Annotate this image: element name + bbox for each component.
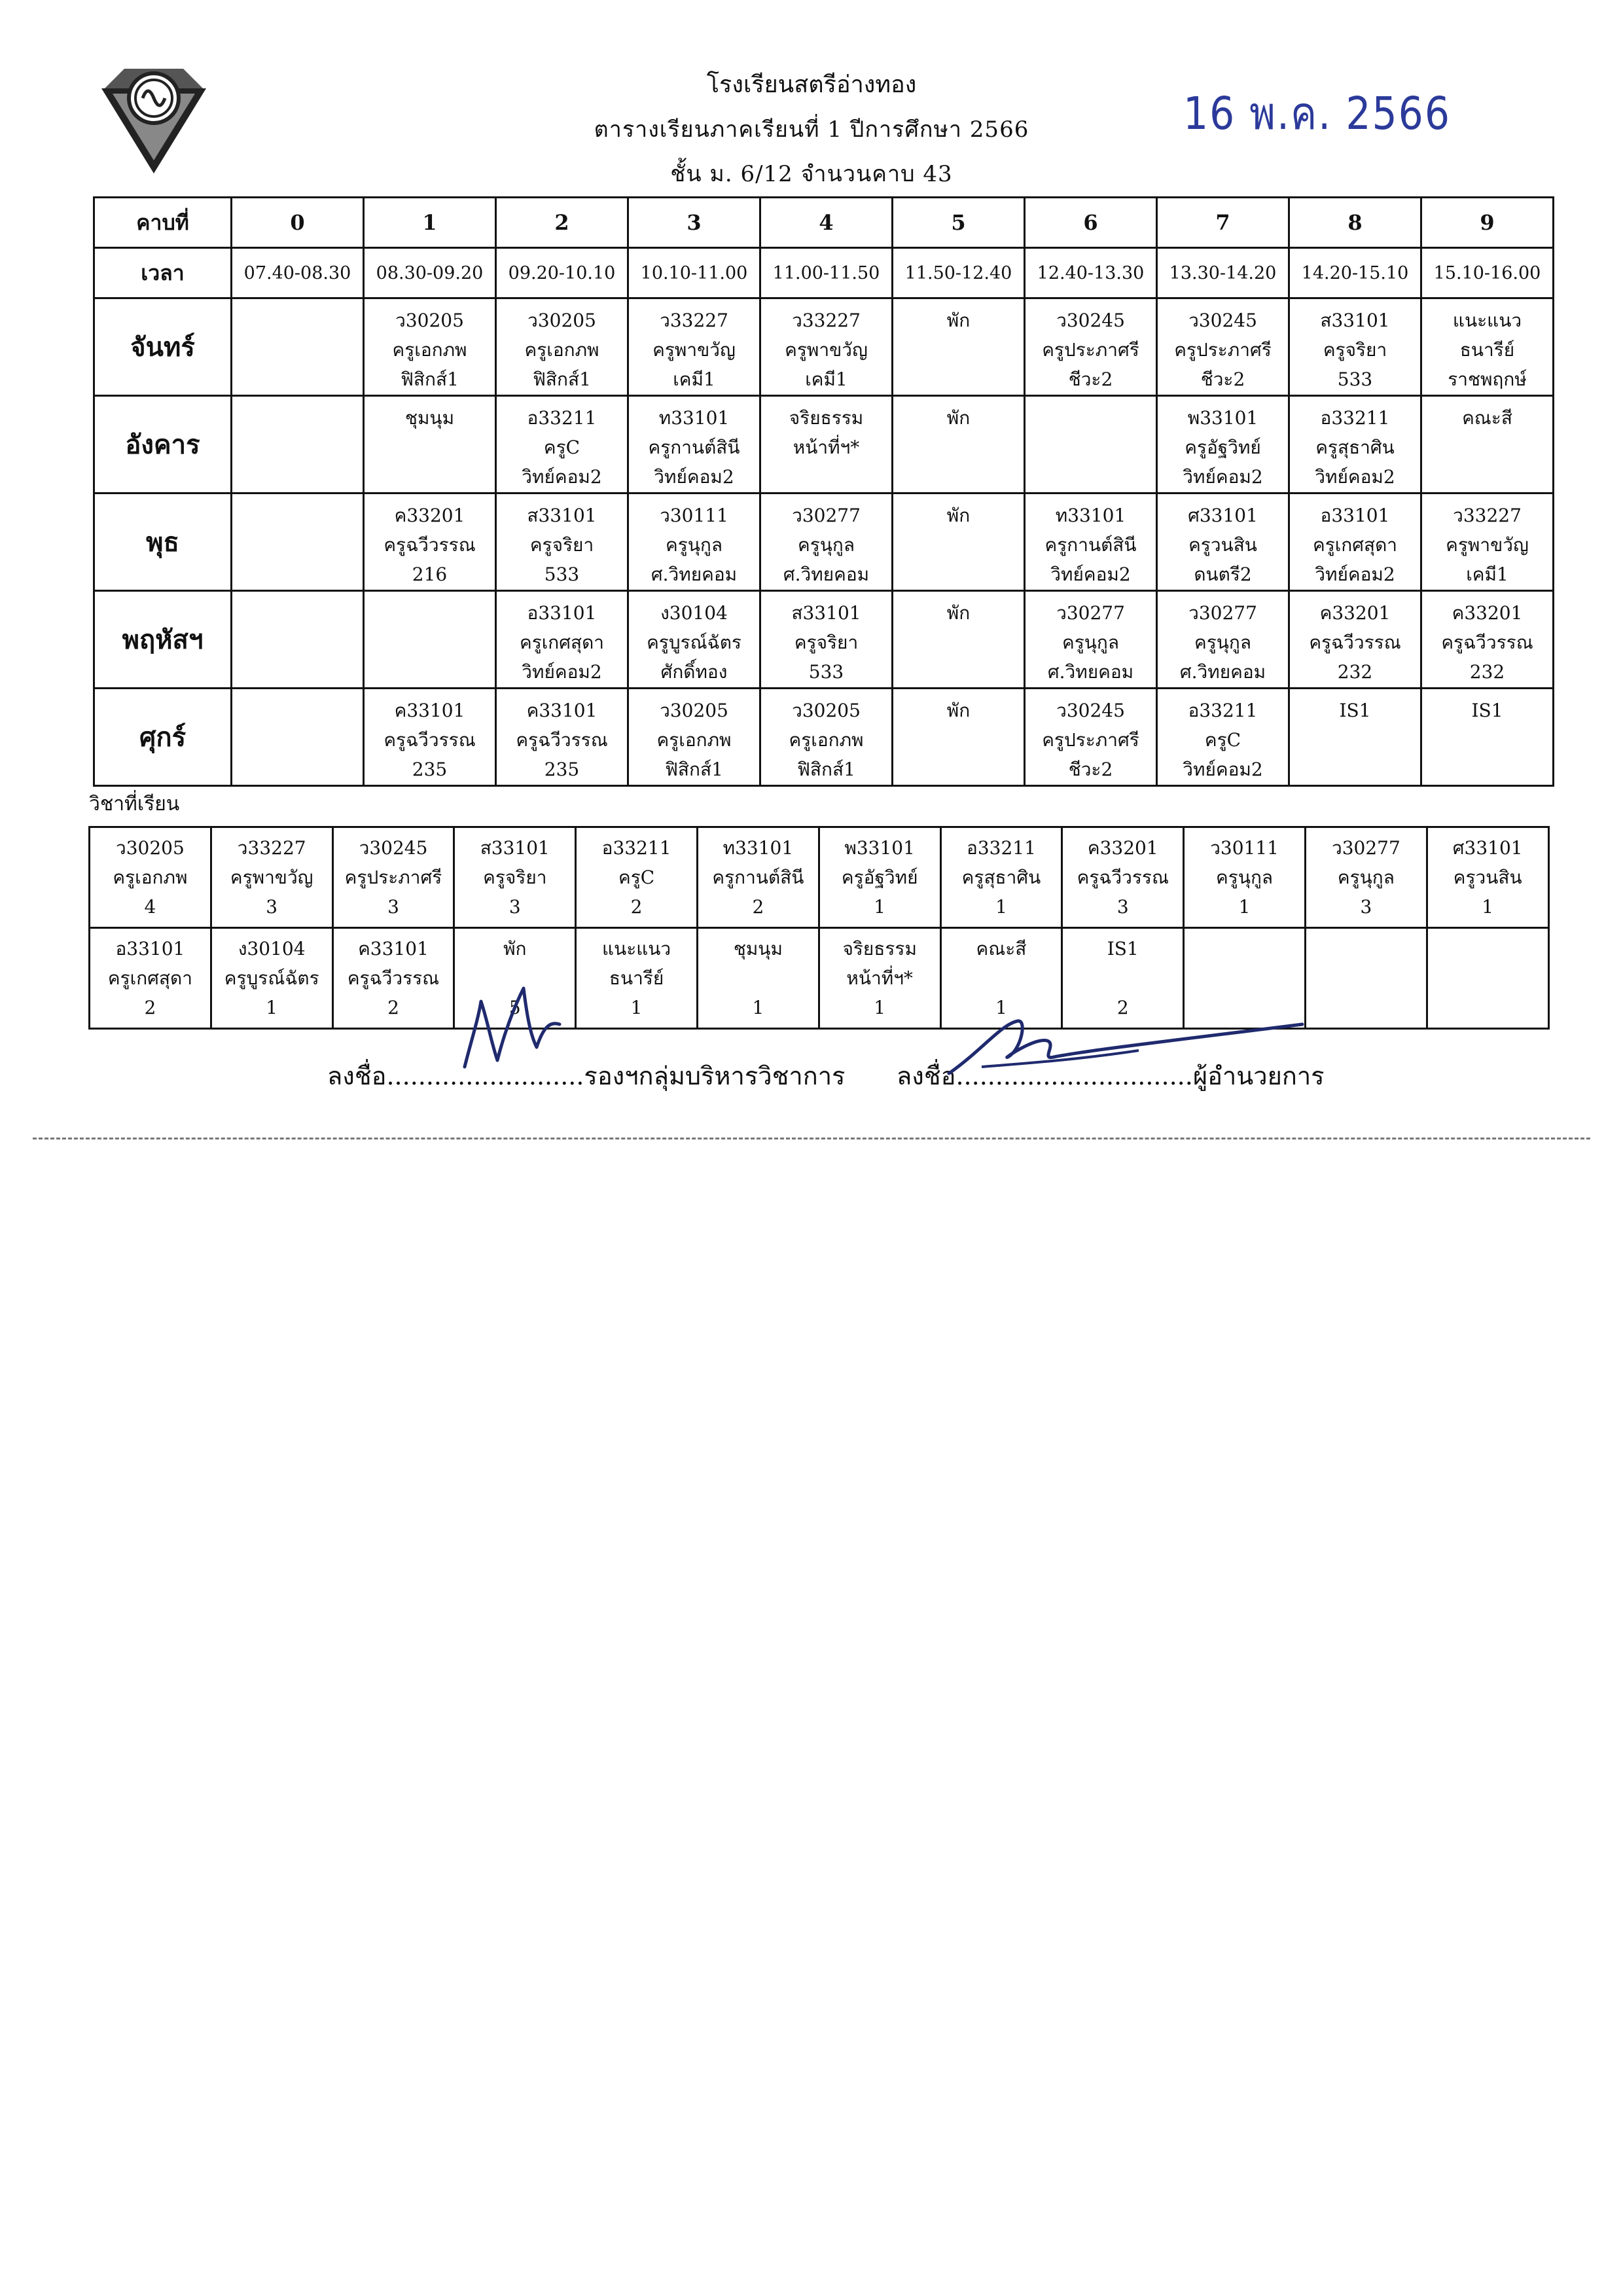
signature-line-director: ลงชื่อ..............................ผู้อำนวยการ [897,1062,1325,1090]
period-time: 15.10-16.00 [1421,248,1554,298]
period-number: 3 [628,198,760,248]
subject-cell [90,827,211,928]
subjects-table [88,826,1550,1030]
schedule-cell [232,493,364,591]
cell-line: 235 [544,759,580,780]
subject-line: 3 [1116,896,1129,918]
cell-line: อ33101 [1320,505,1390,526]
subject-line: ว30277 [1331,837,1400,859]
cell-line: ครูฉวีวรรณ [383,534,476,556]
subject-line: ครูเอกภพ [113,867,188,888]
cell-line: พัก [946,407,971,429]
subject-cell [1427,928,1548,1029]
cell-line: ชีวะ2 [1068,759,1113,780]
cell-line: 216 [412,564,448,585]
subject-line: ครูบูรณ์ฉัตร [224,967,319,989]
cell-line: ครูประภาศรี [1174,339,1272,361]
period-number: 4 [760,198,893,248]
cell-line: ท33101 [1055,505,1126,526]
subject-line: 2 [1116,997,1129,1018]
cell-line: ชีวะ2 [1068,368,1113,390]
subject-line: ค33201 [1087,837,1158,859]
subject-cell [1305,928,1427,1029]
schedule-cell [496,689,628,786]
schedule-cell [496,396,628,493]
class-title: ชั้น ม. 6/12 จำนวนคาบ 43 [670,161,953,187]
cell-line: วิทย์คอม2 [522,661,602,683]
schedule-cell [628,493,760,591]
subject-cell [576,928,698,1029]
cell-line: ว30205 [395,310,464,331]
schedule-cell [893,591,1025,689]
subject-line: 3 [508,896,521,918]
subject-cell [697,928,819,1029]
schedule-cell [1025,493,1157,591]
period-time: 11.00-11.50 [760,248,893,298]
cell-line: จริยธรรม [789,407,864,429]
schedule-cell [1157,591,1289,689]
cell-line: 235 [412,759,448,780]
cell-line: ครูบูรณ์ฉัตร [647,632,741,653]
schedule-cell [496,493,628,591]
day-name: พุธ [94,493,232,591]
day-name: ศุกร์ [94,689,232,786]
subject-line: 1 [995,997,1007,1018]
cell-line: ว30205 [527,310,596,331]
signature-line-academic: ลงชื่อ.........................รองฯกลุ่มบริหารวิชาการ [327,1062,846,1090]
cell-line: ว30245 [1056,700,1125,721]
schedule-cell [893,396,1025,493]
cell-line: ครูกานต์สินี [1044,534,1137,556]
subject-line: ครูสุธาศิน [961,867,1041,888]
cell-line: ค33201 [1319,602,1391,624]
cell-line: ครูฉวีวรรณ [383,729,476,751]
schedule-cell [1289,396,1421,493]
schedule-cell [893,689,1025,786]
subject-line: ครูนุกูล [1337,867,1395,888]
day-name: อังคาร [94,396,232,493]
cut-line-divider [33,1138,1590,1139]
cell-line: วิทย์คอม2 [654,466,734,488]
day-row [94,396,1554,493]
cell-line: อ33211 [527,407,597,429]
subject-line: 3 [387,896,399,918]
subjects-title: วิชาที่เรียน [89,793,180,816]
schedule-cell [760,689,893,786]
subject-line [1063,963,1183,993]
subject-line: ท33101 [722,837,794,859]
subject-cell [332,827,454,928]
cell-line: ครูเกศสุดา [519,632,605,653]
cell-line: IS1 [1471,700,1503,721]
schedule-cell [1289,298,1421,396]
period-number: 2 [496,198,628,248]
handwritten-signature-academic [452,962,569,1073]
period-number: 0 [232,198,364,248]
cell-line: แนะแนว [1452,310,1522,331]
subject-line: อ33211 [967,837,1036,859]
subject-line: 1 [1482,896,1494,918]
day-row [94,591,1554,689]
subject-line: ครูนุกูล [1216,867,1274,888]
cell-line: วิทย์คอม2 [1315,564,1395,585]
cell-line: ว33227 [1453,505,1522,526]
period-time: 08.30-09.20 [364,248,496,298]
cell-line: ค33101 [394,700,465,721]
subject-line: ว30245 [359,837,428,859]
schedule-cell [1157,298,1289,396]
subject-cell [454,827,576,928]
cell-line: ครูเกศสุดา [1312,534,1398,556]
subject-line: 2 [630,896,643,918]
subject-line: ครูประภาศรี [344,867,442,888]
cell-line: ครูเอกภพ [789,729,864,751]
cell-line: ธนารีย์ [1459,339,1515,361]
cell-line: อ33101 [527,602,597,624]
subject-line: 3 [1360,896,1372,918]
period-time: 14.20-15.10 [1289,248,1421,298]
schedule-cell [760,591,893,689]
subject-line: 2 [387,997,399,1018]
cell-line: ศักดิ์ทอง [660,661,728,683]
subject-line: IS1 [1107,938,1139,960]
cell-line: พัก [946,602,971,624]
period-number: 9 [1421,198,1554,248]
schedule-cell [1157,396,1289,493]
cell-line: 533 [808,661,844,683]
schedule-cell [760,298,893,396]
cell-line: ส33101 [1320,310,1390,331]
cell-line: วิทย์คอม2 [1050,564,1131,585]
cell-line: ครูประภาศรี [1042,729,1139,751]
schedule-cell [232,396,364,493]
day-row [94,689,1554,786]
cell-line: คณะสี [1462,407,1512,429]
period-number: 6 [1025,198,1157,248]
cell-line: ครูจริยา [794,632,859,653]
schedule-cell [1421,689,1554,786]
cell-line: อ33211 [1320,407,1390,429]
cell-line: ว30111 [660,505,728,526]
subject-cell [90,928,211,1029]
schedule-cell [1289,493,1421,591]
subject-line: ว30111 [1210,837,1279,859]
day-name: จันทร์ [94,298,232,396]
schedule-cell [1025,396,1157,493]
period-time: 07.40-08.30 [232,248,364,298]
cell-line: เคมี1 [1466,564,1508,585]
schedule-cell [232,689,364,786]
subject-cell [1062,827,1184,928]
cell-line: วิทย์คอม2 [522,466,602,488]
schedule-cell [232,298,364,396]
subject-line: 1 [874,896,886,918]
cell-line: ครูเอกภพ [524,339,599,361]
cell-line: 232 [1337,661,1373,683]
cell-line: ครูฉวีวรรณ [1309,632,1401,653]
schedule-cell [628,689,760,786]
subject-cell [819,827,940,928]
schedule-cell [760,396,893,493]
cell-line: ครูอัฐวิทย์ [1185,437,1261,458]
day-row [94,298,1554,396]
cell-line: ครูนุกูล [1194,632,1252,653]
cell-line: 232 [1469,661,1505,683]
subject-line: แนะแนว [602,938,671,960]
subject-line: ครูเกศสุดา [107,967,192,989]
schedule-cell [1025,591,1157,689]
cell-line: ศ.วิทยคอม [783,564,870,585]
subject-line: คณะสี [976,938,1027,960]
schedule-cell [1421,298,1554,396]
cell-line: ครูพาขวัญ [785,339,868,361]
subject-line: อ33101 [115,938,185,960]
cell-line: วิทย์คอม2 [1315,466,1395,488]
time-label: เวลา [94,248,232,298]
subject-line: พัก [503,938,527,960]
schedule-cell [364,591,496,689]
subject-cell [1427,827,1548,928]
school-name: โรงเรียนสตรีอ่างทอง [706,71,917,98]
subject-line: 4 [144,896,156,918]
subject-cell [697,827,819,928]
cell-line: 533 [544,564,580,585]
handwritten-signature-director [942,1011,1309,1083]
period-number: 5 [893,198,1025,248]
subject-line: 1 [874,997,886,1018]
term-title: ตารางเรียนภาคเรียนที่ 1 ปีการศึกษา 2566 [594,117,1029,143]
cell-line: ศ.วิทยคอม [1179,661,1266,683]
subject-line: 1 [266,997,278,1018]
cell-line: ครูจริยา [1323,339,1387,361]
subject-line: ครูอัฐวิทย์ [841,867,918,888]
cell-line: ว33227 [660,310,728,331]
period-time: 10.10-11.00 [628,248,760,298]
cell-line: ครูสุธาศิน [1315,437,1395,458]
cell-line: ฟิสิกส์1 [665,759,723,780]
schedule-cell [760,493,893,591]
cell-line: ฟิสิกส์1 [797,759,855,780]
cell-line: ศ33101 [1188,505,1258,526]
period-time: 11.50-12.40 [893,248,1025,298]
subject-line: ง30104 [238,938,306,960]
cell-line: ครูนุกูล [797,534,855,556]
subject-line: หน้าที่ฯ* [846,967,913,989]
schedule-cell [1421,396,1554,493]
cell-line: ง30104 [660,602,728,624]
cell-line: ครูเอกภพ [392,339,467,361]
schedule-cell [364,396,496,493]
cell-line: ครูประภาศรี [1042,339,1139,361]
subject-line: ธนารีย์ [609,967,664,989]
schedule-cell [1157,493,1289,591]
cell-line: ส33101 [527,505,597,526]
cell-line: พัก [946,505,971,526]
schedule-cell [1025,689,1157,786]
cell-line: ครูกานต์สินี [648,437,740,458]
schedule-cell [364,689,496,786]
subject-cell [940,827,1062,928]
cell-line: ครูนุกูล [1061,632,1120,653]
cell-line: ว30205 [792,700,861,721]
schedule-cell [496,591,628,689]
cell-line: ชีวะ2 [1200,368,1245,390]
cell-line: เคมี1 [673,368,715,390]
cell-line: ครูพาขวัญ [1446,534,1529,556]
period-number: 1 [364,198,496,248]
subject-line: ครูจริยา [483,867,547,888]
subject-line: 5 [508,997,521,1018]
schedule-cell [628,396,760,493]
schedule-cell [893,493,1025,591]
cell-line: ครูจริยา [529,534,594,556]
subject-line: อ33211 [601,837,671,859]
schedule-cell [893,298,1025,396]
cell-line: ราชพฤกษ์ [1448,368,1527,390]
subject-cell [1305,827,1427,928]
cell-line: ฟิสิกส์1 [401,368,459,390]
subject-line: ค33101 [358,938,429,960]
period-time: 12.40-13.30 [1025,248,1157,298]
subject-cell [1184,827,1306,928]
cell-line: ครูC [543,437,580,458]
day-name: พฤหัสฯ [94,591,232,689]
cell-line: ว30277 [1188,602,1257,624]
cell-line: วิทย์คอม2 [1183,759,1263,780]
subject-line: 1 [630,997,643,1018]
period-time: 09.20-10.10 [496,248,628,298]
schedule-cell [364,298,496,396]
subject-line: 1 [752,997,764,1018]
schedule-cell [232,591,364,689]
subject-cell [332,928,454,1029]
cell-line: ว30277 [1056,602,1125,624]
cell-line: เคมี1 [805,368,847,390]
cell-line: ครูพาขวัญ [652,339,736,361]
subject-cell [211,827,332,928]
schedule-cell [628,298,760,396]
cell-line: อ33211 [1188,700,1258,721]
cell-line: ชุมนุม [404,407,455,429]
subject-line: ว33227 [237,837,306,859]
cell-line: ดนตรี2 [1194,564,1252,585]
schedule-cell [1289,591,1421,689]
schedule-cell [1421,493,1554,591]
schedule-cell [1025,298,1157,396]
cell-line: ครูเอกภพ [656,729,732,751]
cell-line: ท33101 [658,407,730,429]
day-row [94,493,1554,591]
subject-line: ว30205 [116,837,185,859]
cell-line: 533 [1337,368,1373,390]
cell-line: ครูนุกูล [665,534,723,556]
schedule-cell [1421,591,1554,689]
subject-line: ครูพาขวัญ [230,867,313,888]
subject-line: พ33101 [844,837,915,859]
cell-line: ว33227 [792,310,861,331]
subject-line: จริยธรรม [842,938,917,960]
cell-line: ครูวนสิน [1188,534,1257,556]
cell-line: ศ.วิทยคอม [651,564,738,585]
subject-line: ศ33101 [1452,837,1523,859]
cell-line: ว30245 [1056,310,1125,331]
cell-line: ครูC [1204,729,1241,751]
subject-line: 1 [1238,896,1251,918]
period-time: 13.30-14.20 [1157,248,1289,298]
subject-line [942,963,1061,993]
cell-line: พัก [946,310,971,331]
period-number: 8 [1289,198,1421,248]
subject-line: ชุมนุม [733,938,783,960]
subjects-row [90,827,1549,928]
subject-line: ครูฉวีวรรณ [1077,867,1169,888]
schedule-table [93,196,1554,787]
subject-line: ครูฉวีวรรณ [347,967,440,989]
schedule-cell [1289,689,1421,786]
subject-line: ส33101 [480,837,550,859]
subject-line: ครูวนสิน [1453,867,1522,888]
cell-line: ว30205 [660,700,728,721]
period-label: คาบที่ [94,198,232,248]
subject-line: ครูกานต์สินี [712,867,804,888]
cell-line: ศ.วิทยคอม [1047,661,1134,683]
cell-line: ว30245 [1188,310,1257,331]
cell-line: ครูฉวีวรรณ [516,729,608,751]
cell-line: หน้าที่ฯ* [793,437,860,458]
subjects-row [90,928,1549,1029]
subject-line [698,963,818,993]
cell-line: พัก [946,700,971,721]
cell-line: ว30277 [792,505,861,526]
cell-line: ส33101 [791,602,861,624]
cell-line: พ33101 [1187,407,1258,429]
schedule-cell [1157,689,1289,786]
cell-line: ค33201 [394,505,465,526]
subject-line: 1 [995,896,1007,918]
cell-line: วิทย์คอม2 [1183,466,1263,488]
cell-line: ค33101 [526,700,597,721]
subject-line: 2 [752,896,764,918]
period-number: 7 [1157,198,1289,248]
subject-line: 2 [144,997,156,1018]
schedule-cell [496,298,628,396]
cell-line: ค33201 [1452,602,1523,624]
cell-line: ครูฉวีวรรณ [1441,632,1533,653]
subject-cell [211,928,332,1029]
subject-cell [819,928,940,1029]
cell-line: IS1 [1339,700,1371,721]
subject-line: 3 [266,896,278,918]
date-stamp: 16 พ.ค. 2566 [1183,87,1452,141]
subject-line: ครูC [618,867,655,888]
cell-line: ฟิสิกส์1 [533,368,591,390]
schedule-cell [364,493,496,591]
schedule-cell [628,591,760,689]
subject-cell [576,827,698,928]
